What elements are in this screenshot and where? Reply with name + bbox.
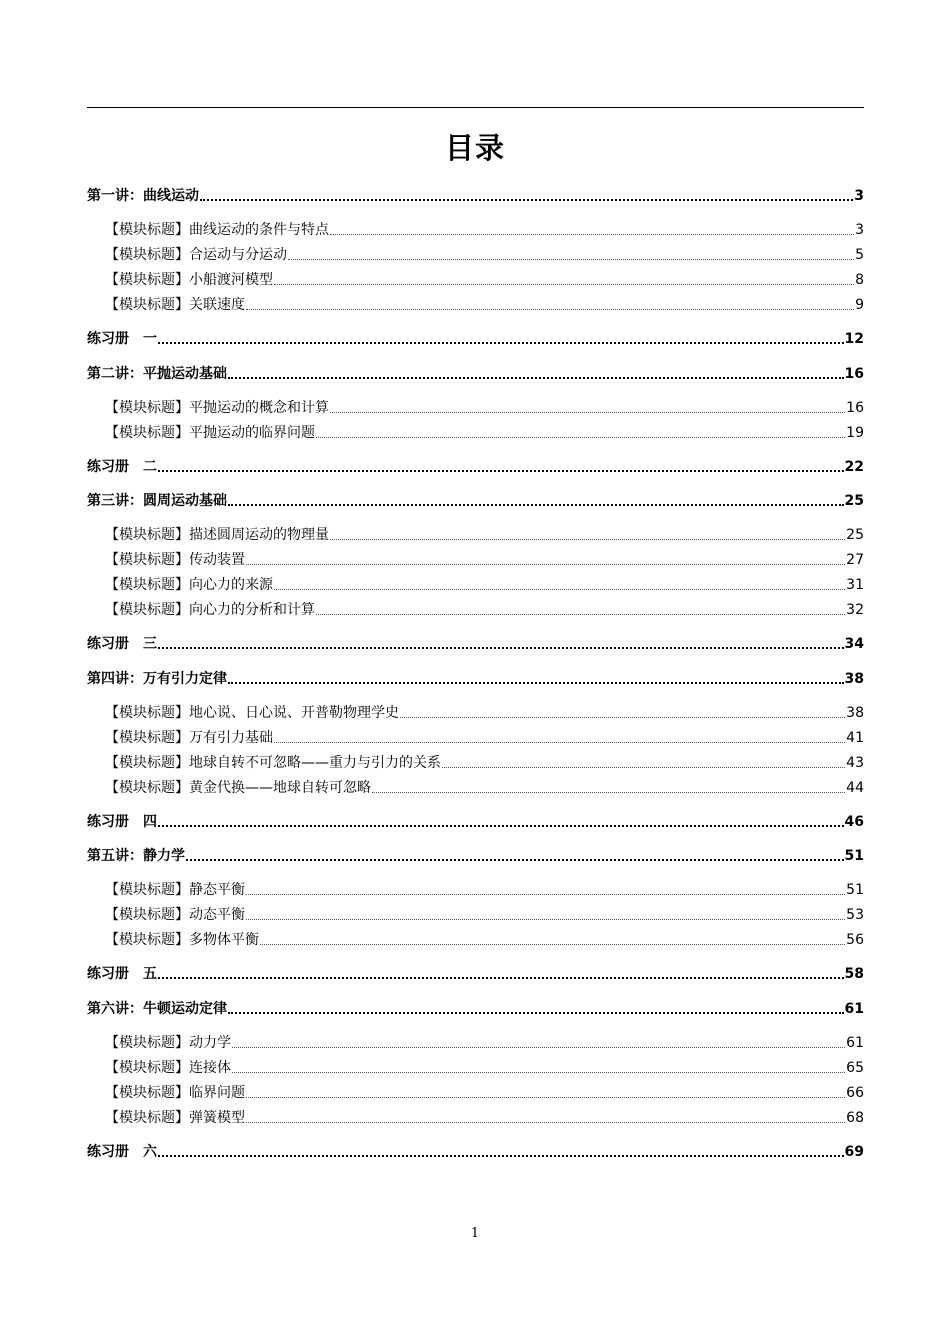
toc-dot-leader: [400, 717, 845, 718]
toc-module-entry[interactable]: [87, 930, 864, 950]
toc-module-entry[interactable]: [87, 550, 864, 570]
toc-entry-page: 9: [855, 297, 864, 313]
table-of-contents: [87, 0, 864, 1200]
toc-module-entry[interactable]: [87, 1033, 864, 1053]
toc-dot-leader: [232, 1047, 845, 1048]
toc-module-entry[interactable]: [87, 295, 864, 315]
toc-module-entry[interactable]: [87, 245, 864, 265]
toc-dot-leader: [228, 504, 844, 506]
toc-entry-label: 【模块标题】关联速度: [105, 297, 245, 313]
toc-entry-page: 32: [846, 602, 864, 618]
toc-entry-label: 【模块标题】多物体平衡: [105, 932, 259, 948]
toc-entry-label: 练习册 二: [87, 458, 157, 475]
toc-dot-leader: [200, 199, 853, 201]
toc-entry-page: 38: [844, 670, 864, 687]
toc-dot-leader: [158, 647, 844, 649]
toc-module-entry[interactable]: [87, 880, 864, 900]
toc-entry-label: 【模块标题】平抛运动的概念和计算: [105, 399, 329, 416]
toc-module-entry[interactable]: [87, 1058, 864, 1078]
toc-entry-label: 练习册 六: [87, 1143, 157, 1160]
toc-dot-leader: [246, 894, 845, 895]
toc-dot-leader: [246, 919, 845, 920]
toc-entry-page: 41: [846, 729, 864, 746]
toc-entry-label: 【模块标题】黄金代换——地球自转可忽略: [105, 779, 371, 796]
toc-dot-leader: [246, 309, 854, 310]
toc-entry-label: 【模块标题】合运动与分运动: [105, 247, 287, 263]
toc-chapter-entry[interactable]: [87, 669, 864, 689]
toc-entry-page: 51: [844, 848, 864, 864]
toc-chapter-entry[interactable]: [87, 491, 864, 511]
toc-entry-label: 练习册 四: [87, 813, 157, 830]
page-number: 1: [470, 1226, 480, 1241]
toc-dot-leader: [274, 742, 845, 743]
toc-entry-page: 68: [846, 1109, 864, 1126]
toc-chapter-entry[interactable]: [87, 364, 864, 384]
toc-dot-leader: [158, 977, 844, 979]
toc-entry-page: 34: [844, 636, 864, 652]
toc-module-entry[interactable]: [87, 753, 864, 773]
toc-dot-leader: [228, 682, 844, 684]
toc-entry-page: 61: [844, 1000, 864, 1017]
toc-entry-label: 【模块标题】临界问题: [105, 1084, 245, 1101]
toc-entry-label: 练习册 五: [87, 966, 157, 982]
toc-chapter-entry[interactable]: [87, 964, 864, 984]
toc-dot-leader: [316, 437, 845, 438]
toc-entry-page: 25: [846, 527, 864, 543]
toc-entry-label: 第五讲：静力学: [87, 848, 185, 864]
toc-entry-page: 46: [844, 813, 864, 830]
toc-dot-leader: [246, 1122, 845, 1123]
toc-module-entry[interactable]: [87, 525, 864, 545]
toc-entry-page: 25: [844, 493, 864, 509]
toc-dot-leader: [274, 589, 845, 590]
toc-entry-label: 【模块标题】地心说、日心说、开普勒物理学史: [105, 704, 399, 721]
toc-dot-leader: [330, 412, 845, 413]
toc-module-entry[interactable]: [87, 728, 864, 748]
toc-entry-page: 43: [846, 754, 864, 771]
toc-dot-leader: [260, 944, 845, 945]
toc-entry-label: 第四讲：万有引力定律: [87, 670, 227, 687]
toc-module-entry[interactable]: [87, 703, 864, 723]
toc-chapter-entry[interactable]: [87, 999, 864, 1019]
toc-module-entry[interactable]: [87, 220, 864, 240]
toc-module-entry[interactable]: [87, 1083, 864, 1103]
toc-entry-label: 【模块标题】传动装置: [105, 552, 245, 568]
toc-dot-leader: [372, 792, 845, 793]
toc-entry-page: 31: [846, 577, 864, 593]
toc-entry-label: 第一讲：曲线运动: [87, 188, 199, 204]
toc-entry-page: 27: [846, 552, 864, 568]
toc-dot-leader: [232, 1072, 845, 1073]
toc-module-entry[interactable]: [87, 1108, 864, 1128]
toc-dot-leader: [246, 1097, 845, 1098]
toc-entry-label: 【模块标题】静态平衡: [105, 882, 245, 898]
toc-entry-page: 8: [855, 272, 864, 288]
toc-dot-leader: [158, 342, 844, 344]
toc-module-entry[interactable]: [87, 575, 864, 595]
toc-entry-label: 【模块标题】向心力的来源: [105, 577, 273, 593]
toc-module-entry[interactable]: [87, 270, 864, 290]
toc-entry-page: 66: [846, 1084, 864, 1101]
toc-entry-page: 12: [844, 331, 864, 347]
toc-entry-page: 53: [846, 907, 864, 923]
toc-dot-leader: [228, 1012, 844, 1014]
toc-entry-page: 5: [855, 247, 864, 263]
toc-entry-page: 16: [844, 365, 864, 382]
toc-entry-label: 练习册 三: [87, 636, 157, 652]
toc-entry-page: 58: [844, 966, 864, 982]
toc-dot-leader: [246, 564, 845, 565]
toc-dot-leader: [274, 284, 854, 285]
toc-entry-label: 练习册 一: [87, 331, 157, 347]
toc-dot-leader: [158, 470, 844, 472]
toc-dot-leader: [228, 377, 844, 379]
toc-dot-leader: [158, 1155, 844, 1157]
toc-dot-leader: [288, 259, 854, 260]
toc-entry-page: 61: [846, 1034, 864, 1051]
toc-dot-leader: [316, 614, 845, 615]
toc-dot-leader: [158, 825, 844, 827]
toc-entry-page: 16: [846, 399, 864, 416]
toc-dot-leader: [330, 539, 845, 540]
toc-entry-page: 56: [846, 932, 864, 948]
toc-entry-label: 【模块标题】动力学: [105, 1034, 231, 1051]
toc-entry-label: 第二讲：平抛运动基础: [87, 365, 227, 382]
toc-module-entry[interactable]: [87, 778, 864, 798]
toc-entry-page: 65: [846, 1059, 864, 1076]
toc-entry-label: 【模块标题】平抛运动的临界问题: [105, 424, 315, 441]
toc-entry-label: 【模块标题】小船渡河模型: [105, 272, 273, 288]
toc-entry-label: 【模块标题】连接体: [105, 1059, 231, 1076]
toc-entry-label: 【模块标题】描述圆周运动的物理量: [105, 527, 329, 543]
toc-module-entry[interactable]: [87, 398, 864, 418]
page-title: 目录: [444, 131, 505, 165]
toc-chapter-entry[interactable]: [87, 329, 864, 349]
toc-entry-page: 51: [846, 882, 864, 898]
toc-entry-page: 3: [855, 222, 864, 238]
toc-chapter-entry[interactable]: [87, 186, 864, 206]
toc-entry-page: 69: [844, 1143, 864, 1160]
toc-module-entry[interactable]: [87, 600, 864, 620]
toc-entry-label: 【模块标题】向心力的分析和计算: [105, 602, 315, 618]
toc-entry-label: 【模块标题】万有引力基础: [105, 729, 273, 746]
toc-entry-page: 3: [854, 188, 864, 204]
toc-entry-page: 44: [846, 779, 864, 796]
toc-chapter-entry[interactable]: [87, 634, 864, 654]
toc-chapter-entry[interactable]: [87, 846, 864, 866]
toc-entry-page: 38: [846, 704, 864, 721]
toc-entry-label: 【模块标题】曲线运动的条件与特点: [105, 222, 329, 238]
toc-entry-label: 第六讲：牛顿运动定律: [87, 1000, 227, 1017]
toc-module-entry[interactable]: [87, 905, 864, 925]
toc-entry-label: 第三讲：圆周运动基础: [87, 493, 227, 509]
toc-entry-page: 19: [846, 424, 864, 441]
toc-dot-leader: [186, 859, 844, 861]
toc-dot-leader: [442, 767, 845, 768]
toc-entry-page: 22: [844, 458, 864, 475]
toc-chapter-entry[interactable]: [87, 1142, 864, 1162]
toc-entry-label: 【模块标题】地球自转不可忽略——重力与引力的关系: [105, 754, 441, 771]
toc-chapter-entry[interactable]: [87, 457, 864, 477]
toc-entry-label: 【模块标题】动态平衡: [105, 907, 245, 923]
toc-dot-leader: [330, 234, 854, 235]
toc-entry-label: 【模块标题】弹簧模型: [105, 1109, 245, 1126]
toc-module-entry[interactable]: [87, 423, 864, 443]
toc-chapter-entry[interactable]: [87, 812, 864, 832]
